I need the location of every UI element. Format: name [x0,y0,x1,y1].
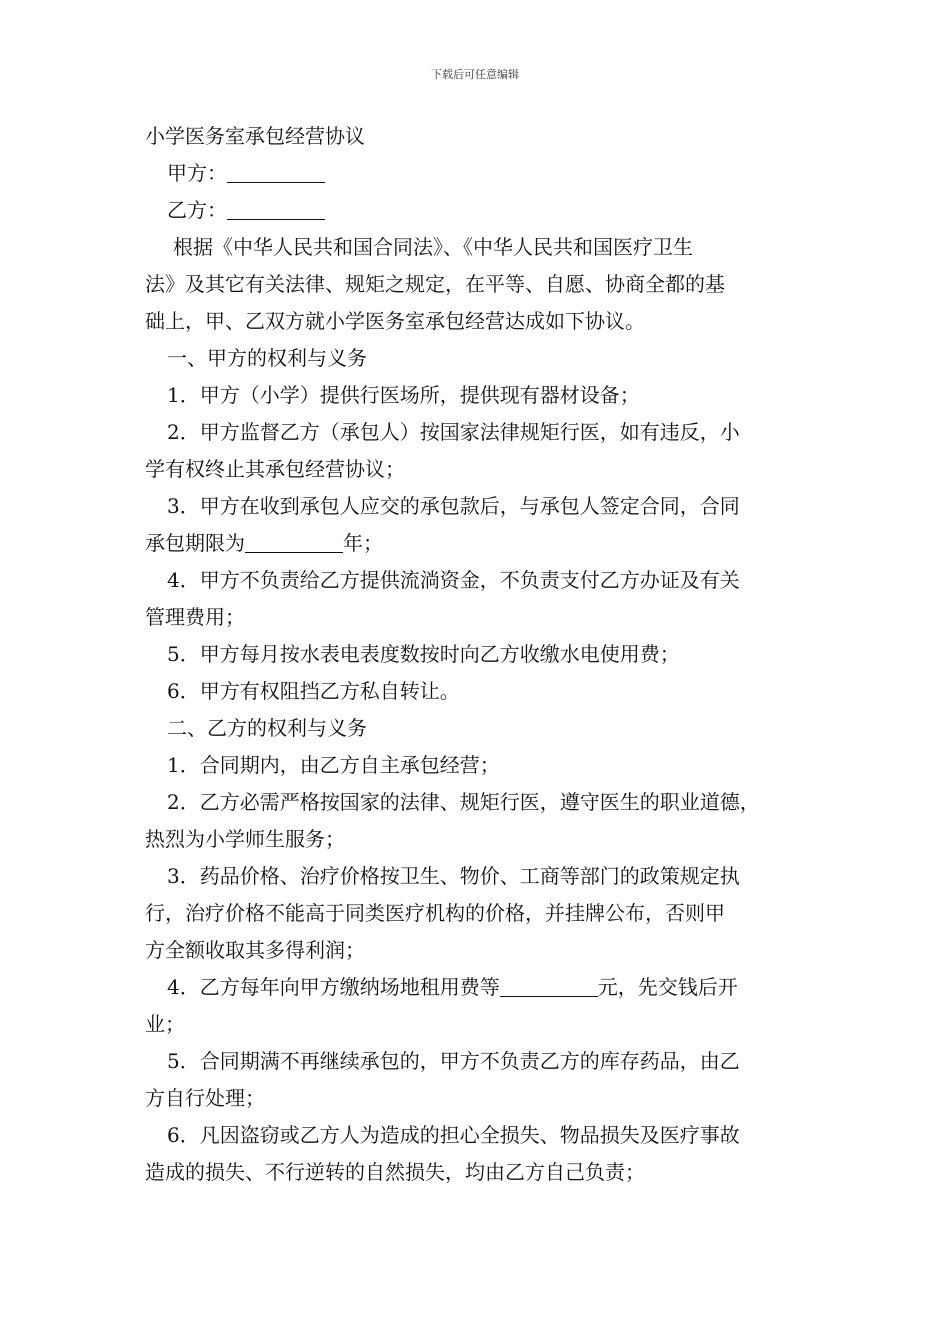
intro-line-1: 根据《中华人民共和国合同法》、《中华人民共和国医疗卫生 [173,235,693,259]
section2-heading: 二、乙方的权利与义务 [167,716,367,740]
section1-item4-line2: 管理费用； [145,605,245,629]
section1-item4-line1: 4．甲方不负责给乙方提供流淌资金，不负责支付乙方办证及有关 [167,568,740,592]
intro-line-3: 础上，甲、乙双方就小学医务室承包经营达成如下协议。 [145,309,645,333]
page-header: 下载后可任意编辑 [431,68,519,81]
section2-item3-line1: 3．药品价格、治疗价格按卫生、物价、工商等部门的政策规定执 [167,864,740,888]
party-a-label: 甲方： [167,161,227,185]
party-a-blank[interactable] [227,160,325,183]
term-label: 承包期限为 [145,531,245,555]
rent-label: 4．乙方每年向甲方缴纳场地租用费等 [167,975,500,999]
party-b-label: 乙方： [167,198,227,222]
section2-item6-line1: 6．凡因盗窃或乙方人为造成的担心全损失、物品损失及医疗事故 [167,1123,740,1147]
document-title: 小学医务室承包经营协议 [145,124,365,148]
section2-item3-line3: 方全额收取其多得利润； [145,938,365,962]
section2-item2-line1: 2．乙方必需严格按国家的法律、规矩行医，遵守医生的职业道德， [167,790,760,814]
term-unit: 年； [343,531,383,555]
rent-suffix: 元，先交钱后开 [597,975,738,999]
section2-item2-line2: 热烈为小学师生服务； [145,827,345,851]
section2-item3-line2: 行，治疗价格不能高于同类医疗机构的价格，并挂牌公布，否则甲 [145,901,725,925]
intro-line-2: 法》及其它有关法律、规矩之规定，在平等、自愿、协商全都的基 [145,272,725,296]
agreement-body [145,118,813,1191]
section1-item5: 5．甲方每月按水表电表度数按时向乙方收缴水电使用费； [167,642,680,666]
section1-item3-line1: 3．甲方在收到承包人应交的承包款后，与承包人签定合同，合同 [167,494,740,518]
section1-item2-line1: 2．甲方监督乙方（承包人）按国家法律规矩行医，如有违反，小 [167,420,740,444]
term-years-blank[interactable] [245,530,343,553]
party-b-blank[interactable] [227,197,325,220]
section2-item6-line2: 造成的损失、不行逆转的自然损失，均由乙方自己负责； [145,1160,645,1184]
section2-item5-line1: 5．合同期满不再继续承包的，甲方不负责乙方的库存药品，由乙 [167,1049,740,1073]
section1-item6: 6．甲方有权阻挡乙方私自转让。 [167,679,460,703]
section2-item1: 1．合同期内，由乙方自主承包经营； [167,753,500,777]
section1-item2-line2: 学有权终止其承包经营协议； [145,457,405,481]
section2-item4-line2: 业； [145,1012,185,1036]
section2-item4-line1 [145,969,813,1006]
rent-amount-blank[interactable] [500,974,598,997]
party-a-line [145,155,813,192]
section1-item1: 1．甲方（小学）提供行医场所，提供现有器材设备； [167,383,640,407]
party-b-line [145,192,813,229]
section1-item3-line2 [145,525,813,562]
section1-heading: 一、甲方的权利与义务 [167,346,367,370]
section2-item5-line2: 方自行处理； [145,1086,265,1110]
